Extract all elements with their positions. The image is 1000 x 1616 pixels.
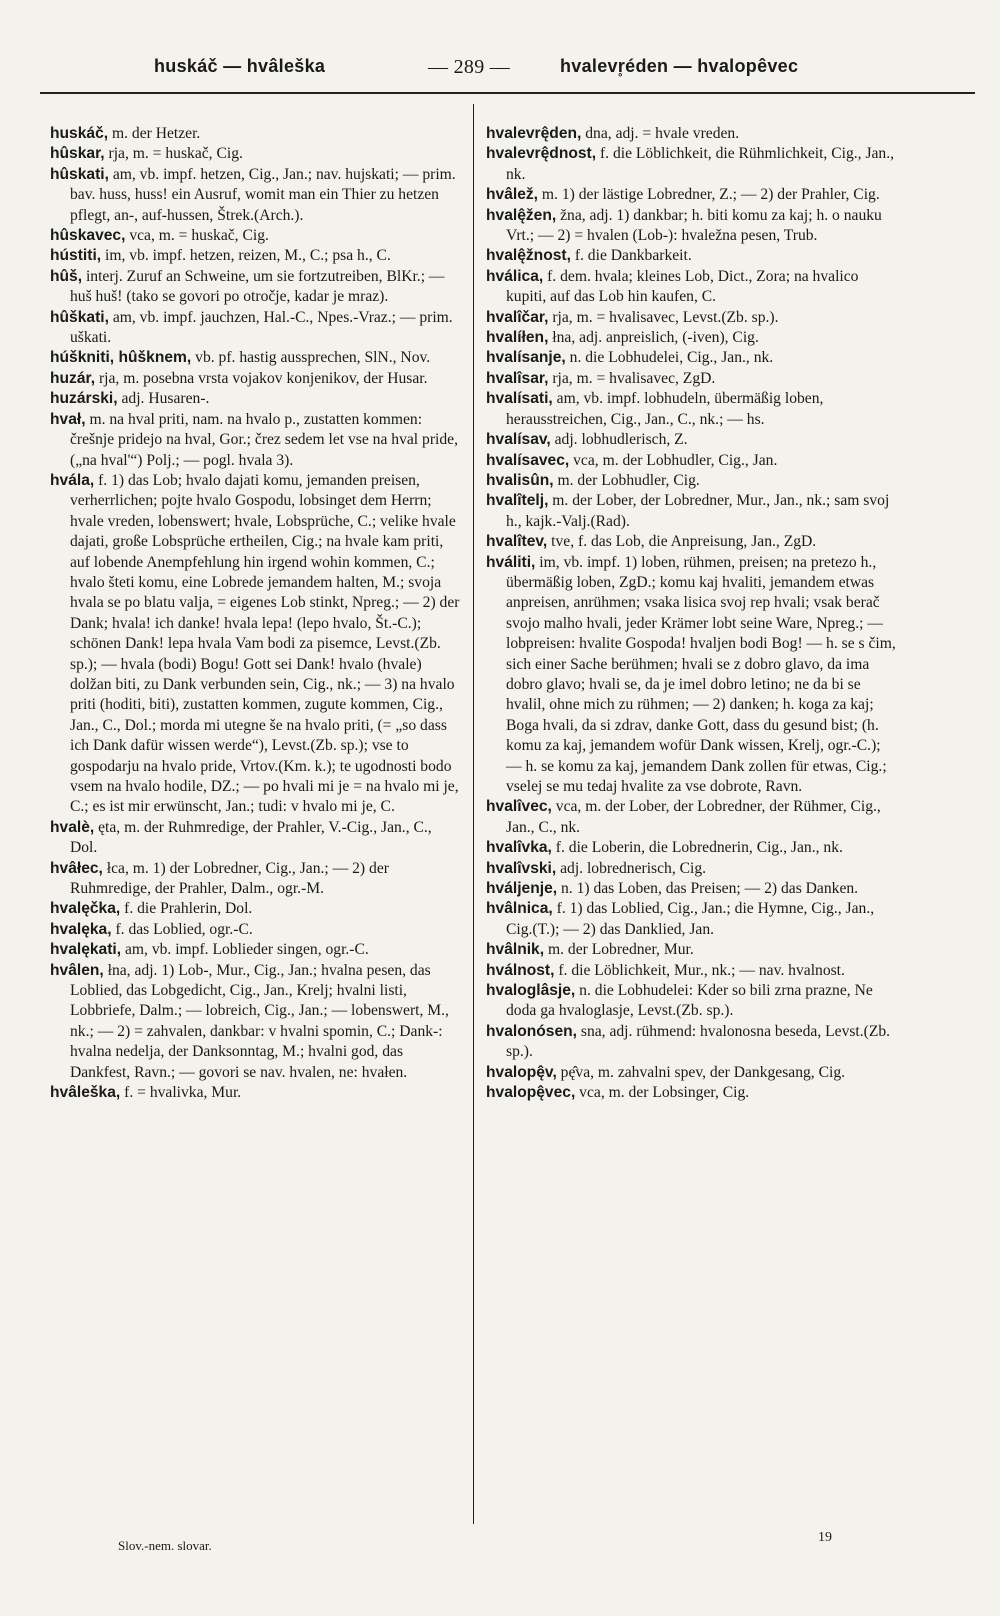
entry-definition: f. die Loberin, die Lobrednerin, Cig., Jan., nk. xyxy=(551,839,843,857)
entry-headword: hvalopę̂vec, xyxy=(486,1084,576,1102)
entry-definition: am, vb. impf. lobhudeln, übermäßig loben, herausstreichen, Cig., Jan., C., nk.; — hs. xyxy=(506,390,824,428)
entry-headword: hûskavec, xyxy=(50,227,126,245)
entry-headword: hvalîčar, xyxy=(486,308,549,326)
entry-headword: hvalisûn, xyxy=(486,471,554,489)
entry-definition: m. 1) der lästige Lobredner, Z.; — 2) der Prahler, Cig. xyxy=(538,186,880,204)
dictionary-entry xyxy=(486,961,896,981)
entry-headword: hvalonósen, xyxy=(486,1022,577,1040)
entry-definition: im, vb. impf. hetzen, reizen, M., C.; psa h., C. xyxy=(101,247,391,265)
dictionary-entry xyxy=(50,246,462,266)
entry-headword: hvâlnica, xyxy=(486,900,553,918)
dictionary-entry xyxy=(50,389,462,409)
dictionary-entry xyxy=(50,818,462,859)
entry-definition: łna, adj. 1) Lob-, Mur., Cig., Jan.; hvalna pesen, das Loblied, das Lobgedicht, Cig., Jan., Krelj; hvalni listi, Lobbriefe, Dalm.; — lobreich, Cig., Jan.; — lobenswert, M., nk.; — 2) = zahvalen, dankbar: v hvalni spomin, C.; Dank-: hvalna nedelja, der Danksonntag, M.; hvalni god, das Dankfest, Ravn.; — govori se nav. hvalen, ne: hvałen. xyxy=(70,961,449,1081)
entry-definition: vca, m. = huskač, Cig. xyxy=(125,227,269,245)
dictionary-entry xyxy=(486,532,896,552)
entry-headword: hvalîvski, xyxy=(486,859,557,877)
entry-definition: f. = hvalivka, Mur. xyxy=(120,1084,242,1102)
entry-definition: adj. Husaren-. xyxy=(117,390,210,408)
entry-definition: ęta, m. der Ruhmredige, der Prahler, V.-Cig., Jan., C., Dol. xyxy=(70,818,432,857)
dictionary-entry xyxy=(486,430,896,450)
dictionary-entry xyxy=(486,491,896,532)
entry-definition: am, vb. impf. hetzen, Cig., Jan.; nav. hujskati; — prim. bav. huss, huss! ein Ausruf, womit man ein Thier zu hetzen pflegt, an-, auf-hussen, Štrek.(Arch.). xyxy=(70,165,456,224)
entry-definition: f. die Dankbarkeit. xyxy=(570,247,692,265)
dictionary-entry xyxy=(50,1083,462,1103)
entry-headword: hvalísav, xyxy=(486,431,551,449)
entry-headword: hvalęka, xyxy=(50,920,112,938)
dictionary-entry xyxy=(50,920,462,940)
column-divider xyxy=(473,104,474,1524)
dictionary-entry xyxy=(50,899,462,919)
entry-definition: rja, m. posebna vrsta vojakov konjenikov, der Husar. xyxy=(95,369,428,387)
dictionary-entry xyxy=(486,246,896,266)
entry-headword: hvalę̂žen, xyxy=(486,206,557,224)
dictionary-entry xyxy=(50,308,462,349)
page-number: — 289 — xyxy=(428,56,511,78)
entry-definition: f. das Loblied, ogr.-C. xyxy=(111,920,253,938)
entry-definition: vca, m. der Lobsinger, Cig. xyxy=(575,1084,750,1102)
entry-headword: hvalopę̂v, xyxy=(486,1063,557,1081)
entry-definition: žna, adj. 1) dankbar; h. biti komu za kaj; h. o nauku Vrt.; — 2) = hvalen (Lob-): hvaležna pesen, Trub. xyxy=(506,206,882,245)
entry-headword: hvalevrę̂den, xyxy=(486,125,582,142)
dictionary-entry xyxy=(486,940,896,960)
entry-headword: hvalísavec, xyxy=(486,451,570,469)
dictionary-entry xyxy=(50,369,462,389)
entry-headword: hvalękati, xyxy=(50,941,122,959)
entry-definition: adj. lobrednerisch, Cig. xyxy=(556,859,707,877)
entry-headword: hvaloglâsje, xyxy=(486,982,576,1000)
entry-definition: łna, adj. anpreislich, (-iven), Cig. xyxy=(548,329,759,347)
dictionary-entry xyxy=(50,471,462,818)
entry-headword: hválica, xyxy=(486,267,544,285)
dictionary-entry xyxy=(486,451,896,471)
dictionary-entry xyxy=(50,267,462,308)
dictionary-entry xyxy=(486,144,896,185)
entry-headword: hvalęčka, xyxy=(50,900,121,918)
entry-headword: hváljenje, xyxy=(486,880,558,898)
entry-definition: f. die Löblichkeit, Mur., nk.; — nav. hvalnost. xyxy=(554,961,845,979)
entry-headword: hválnost, xyxy=(486,961,555,979)
dictionary-entry xyxy=(486,348,896,368)
dictionary-entry xyxy=(486,206,896,247)
entry-headword: hvalíłen, xyxy=(486,329,549,347)
entry-definition: im, vb. impf. 1) loben, rühmen, preisen; na pretezo h., übermäßig loben, ZgD.; komu kaj hvaliti, jemandem etwas anpreisen, anrühmen; vsaka lisica svoj rep hvali; vsak berač svojo malho hvali, jeder Krämer lobt seine Ware, Npreg.; — lobpreisen: hvalite Gospoda! hvaljen bodi Bog! — h. se s čim, sich einer Sache berühmen; hvali se z dobro glavo, da ima dobro glavo; hvali se, da je imel dobro letino; ne da bi se hvalil, ohne mich zu rühmen; — 2) danken; h. koga za kaj; Boga hvali, da si zdrav, danke Gott, dass du gesund bist; (h. komu za kaj, jemandem wofür Dank wissen, Krelj, ogr.-C.); — h. se komu za kaj, jemandem Dank zollen für etwas, Cig.; vselej se mu tedaj hvalite za vse dobrote, Ravn. xyxy=(506,553,896,795)
entry-definition: m. der Lobredner, Mur. xyxy=(544,941,694,959)
footer-sheet-number: 19 xyxy=(818,1530,832,1545)
dictionary-entry xyxy=(486,899,896,940)
dictionary-entry xyxy=(486,1063,896,1083)
dictionary-entry xyxy=(486,185,896,205)
footer-signature: Slov.-nem. slovar. xyxy=(118,1538,212,1553)
dictionary-entry xyxy=(486,308,896,328)
header-left-guideword: huskáč — hvâleška xyxy=(154,56,326,76)
dictionary-entry xyxy=(486,879,896,899)
entry-definition: pę̂va, m. zahvalni spev, der Dankgesang, Cig. xyxy=(556,1063,846,1081)
entry-definition: vb. pf. hastig aussprechen, SlN., Nov. xyxy=(191,349,431,367)
dictionary-entry xyxy=(486,859,896,879)
entry-definition: sna, adj. rühmend: hvalonosna beseda, Levst.(Zb. sp.). xyxy=(506,1022,891,1061)
right-column xyxy=(486,124,896,1104)
entry-headword: hvalîsar, xyxy=(486,369,549,387)
dictionary-entry xyxy=(486,328,896,348)
entry-definition: f. dem. hvala; kleines Lob, Dict., Zora; na hvalico kupiti, auf das Lob hin kaufen, C. xyxy=(506,267,859,306)
entry-definition: vca, m. der Lober, der Lobredner, der Rühmer, Cig., Jan., C., nk. xyxy=(506,798,881,836)
entry-headword: hváliti, xyxy=(486,553,536,571)
entry-definition: dna, adj. = hvale vreden. xyxy=(581,125,740,142)
entry-definition: vca, m. der Lobhudler, Cig., Jan. xyxy=(569,451,778,469)
dictionary-entry xyxy=(486,389,896,430)
header-rule xyxy=(40,92,975,94)
entry-definition: interj. Zuruf an Schweine, um sie fortzutreiben, BlKr.; — huš huš! (tako se govori po otročje, kadar je mraz). xyxy=(70,267,445,306)
dictionary-entry xyxy=(50,410,462,471)
entry-headword: hvał, xyxy=(50,410,86,428)
entry-headword: hvalísati, xyxy=(486,390,553,408)
entry-definition: m. der Hetzer. xyxy=(108,125,201,142)
entry-headword: hústiti, xyxy=(50,247,102,265)
entry-headword: hvâłec, xyxy=(50,859,103,877)
entry-headword: hvalîtelj, xyxy=(486,492,549,510)
entry-headword: hûskar, xyxy=(50,145,105,163)
entry-headword: huzárski, xyxy=(50,390,118,408)
entry-headword: hvalîvec, xyxy=(486,798,552,816)
entry-definition: n. die Lobhudelei, Cig., Jan., nk. xyxy=(565,349,774,367)
entry-headword: hvalę̂žnost, xyxy=(486,247,571,265)
entry-definition: rja, m. = huskač, Cig. xyxy=(104,145,243,163)
dictionary-entry xyxy=(50,165,462,226)
left-column xyxy=(50,124,462,1104)
entry-headword: hvâlež, xyxy=(486,186,539,204)
entry-definition: am, vb. impf. Loblieder singen, ogr.-C. xyxy=(121,941,369,959)
entry-definition: m. na hval priti, nam. na hvalo p., zustatten kommen: črešnje pridejo na hval, Gor.; črez sedem let vse na hval pride, („na hval'“) Polj.; — pogl. hvala 3). xyxy=(70,410,458,469)
entry-headword: hûš, xyxy=(50,267,83,285)
entry-definition: f. 1) das Loblied, Cig., Jan.; die Hymne, Cig., Jan., Cig.(T.); — 2) das Danklied, Jan. xyxy=(506,900,875,938)
dictionary-entry xyxy=(50,226,462,246)
page-header xyxy=(70,56,970,86)
entry-definition: tve, f. das Lob, die Anpreisung, Jan., ZgD. xyxy=(547,533,817,551)
entry-definition: łca, m. 1) der Lobredner, Cig., Jan.; — 2) der Ruhmredige, der Prahler, Dalm., ogr.-M. xyxy=(70,859,389,898)
entry-definition: n. 1) das Loben, das Preisen; — 2) das Danken. xyxy=(557,880,859,898)
entry-definition: f. 1) das Lob; hvalo dajati komu, jemanden preisen, verherrlichen; pojte hvalo Gospodu, lobsinget dem Herrn; hvale vreden, lobenswert; hvale, Lobsprüche, C.; velike hvale dajati, große Lobsprüche ertheilen, Cig.; na hvale kam priti, auf lobende Anempfehlung hin irgend wohin kommen, C.; hvalo šteti komu, eine Lobrede jemandem halten, M.; svoja hvala se po blatu valja, = eigenes Lob stinkt, Npreg.; — 2) der Dank; hvala! ich danke! hvala lepa! (lepo hvalo, Št.-C.); schönen Dank! lepa hvala Vam bodi za pisemce, Levst.(Zb. sp.); — hvala (bodi) Bogu! Gott sei Dank! hvalo (hvale) dolžan biti, zu Dank verbunden sein, Cig., nk.; — 3) na hvalo priti (hoditi, biti), zustatten kommen, zugute kommen, Cig., Jan., C., Dol.; morda mi utegne še na hvalo priti, (= „so dass ich Dank dafür wissen werde“), Levst.(Zb. sp.); vse to gospodarju na hvalo pride, Vrtov.(Km. k.); te ugodnosti bodo vsem na hvalo hodile, DZ.; — po hvali mi je = na hvalo mi je, C.; es ist mir erwünscht, Jan.; tudi: v hvalo mi je, C. xyxy=(70,471,460,816)
dictionary-entry xyxy=(486,1022,896,1063)
entry-definition: f. die Löblichkeit, die Rühmlichkeit, Cig., Jan., nk. xyxy=(506,145,895,183)
dictionary-entry xyxy=(50,961,462,1083)
dictionary-entry xyxy=(50,859,462,900)
dictionary-entry xyxy=(50,144,462,164)
dictionary-entry xyxy=(486,838,896,858)
entry-headword: hvála, xyxy=(50,471,95,489)
entry-headword: hvalè, xyxy=(50,818,95,836)
entry-definition: adj. lobhudlerisch, Z. xyxy=(550,431,688,449)
dictionary-entry xyxy=(486,797,896,838)
dictionary-entry xyxy=(486,471,896,491)
dictionary-entry xyxy=(486,124,896,144)
dictionary-entry xyxy=(50,124,462,144)
header-right-guideword: hvalevr̥éden — hvalopêvec xyxy=(560,56,799,76)
entry-headword: hvalevrę̂dnost, xyxy=(486,145,597,163)
entry-headword: hvalîvka, xyxy=(486,839,552,857)
dictionary-entry xyxy=(486,553,896,798)
entry-definition: m. der Lober, der Lobredner, Mur., Jan., nk.; sam svoj h., kajk.-Valj.(Rad). xyxy=(506,492,890,530)
dictionary-entry xyxy=(50,348,462,368)
entry-definition: f. die Prahlerin, Dol. xyxy=(120,900,253,918)
dictionary-entry xyxy=(486,1083,896,1103)
entry-headword: hvalîtev, xyxy=(486,533,548,551)
entry-headword: húškniti, hûšknem, xyxy=(50,349,192,367)
entry-headword: huzár, xyxy=(50,369,96,387)
entry-definition: am, vb. impf. jauchzen, Hal.-C., Npes.-Vraz.; — prim. uškati. xyxy=(70,308,453,347)
entry-headword: hûškati, xyxy=(50,308,109,326)
entry-headword: hvâleška, xyxy=(50,1084,121,1102)
entry-headword: huskáč, xyxy=(50,125,109,142)
dictionary-entry xyxy=(486,369,896,389)
entry-headword: hûskati, xyxy=(50,165,109,183)
dictionary-entry xyxy=(486,267,896,308)
dictionary-entry xyxy=(486,981,896,1022)
entry-headword: hvâlnik, xyxy=(486,941,545,959)
entry-headword: hvalísanje, xyxy=(486,349,566,367)
entry-definition: rja, m. = hvalisavec, Levst.(Zb. sp.). xyxy=(548,308,779,326)
entry-definition: m. der Lobhudler, Cig. xyxy=(553,471,700,489)
entry-definition: n. die Lobhudelei: Kder so bili zrna prazne, Ne doda ga hvaloglasje, Levst.(Zb. sp.). xyxy=(506,982,873,1020)
entry-definition: rja, m. = hvalisavec, ZgD. xyxy=(548,369,716,387)
dictionary-entry xyxy=(50,940,462,960)
entry-headword: hvâlen, xyxy=(50,961,104,979)
